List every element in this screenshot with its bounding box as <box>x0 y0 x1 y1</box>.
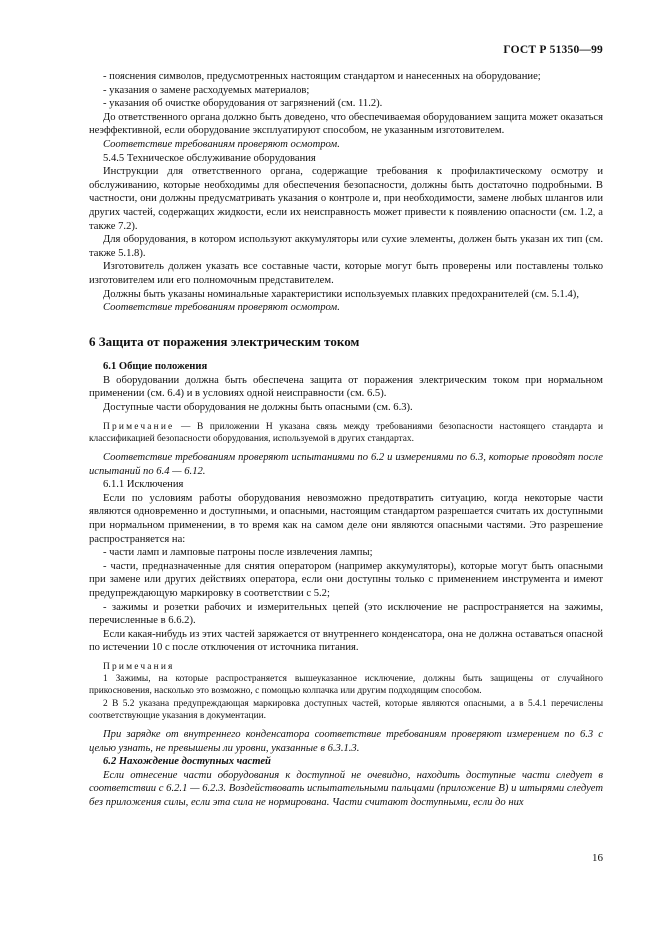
subsection-heading: 6.1 Общие положения <box>103 361 208 373</box>
paragraph: Если по условиям работы оборудования невозможно предотвратить ситуацию, когда некоторые части являются одновременно и доступными, и опасными, настоящим стандартом разрешается считать их доступными при нормальном применении, в то время как на самом деле они являются опасными частями. Это разрешение распространяется на: <box>89 492 603 545</box>
paragraph: Доступные части оборудования не должны быть опасными (см. 6.3). <box>103 402 413 414</box>
paragraph: Изготовитель должен указать все составные части, которые могут быть проверены или поставлены только изготовителем или его полномочным представителем. <box>89 261 603 286</box>
note-label: Примечание <box>103 421 175 432</box>
list-item: - пояснения символов, предусмотренных настоящим стандартом и нанесенных на оборудование; <box>103 71 541 82</box>
paragraph: До ответственного органа должно быть доведено, что обеспечиваемая оборудованием защита может оказаться неэффективной, если оборудование эксплуатируют способом, не указанным изготовителем. <box>89 111 603 137</box>
paragraph: Должны быть указаны номинальные характеристики используемых плавких предохранителей (см. 5.1.4), <box>103 288 579 300</box>
list-item: - зажимы и розетки рабочих и измерительных цепей (это исключение не распространяется на зажимы, перечисленные в 6.6.2). <box>89 601 603 627</box>
list-item: - части ламп и ламповые патроны после извлечения лампы; <box>103 547 373 559</box>
paragraph: Если какая-нибудь из этих частей заряжается от внутреннего конденсатора, она не должна оставаться опасной по истечении 10 с после отключения от источника питания. <box>89 628 603 654</box>
document-header: ГОСТ Р 51350—99 <box>503 44 603 56</box>
note <box>89 421 603 445</box>
compliance-note: Соответствие требованиям проверяют осмотром. <box>103 138 340 150</box>
list-item: - указания о замене расходуемых материалов; <box>103 84 310 96</box>
subsection-heading: 6.1.1 Исключения <box>103 479 184 491</box>
paragraph: Для оборудования, в котором используют аккумуляторы или сухие элементы, должен быть указан их тип (см. также 5.1.8). <box>89 234 603 259</box>
subsection-heading: 5.4.5 Техническое обслуживание оборудования <box>103 152 316 164</box>
compliance-note: При зарядке от внутреннего конденсатора соответствие требованиям проверяют измерением по 6.3 с целью узнать, не превышены ли уровни, указанные в 6.3.1.3. <box>89 728 603 754</box>
compliance-note: Соответствие требованиям проверяют испытаниями по 6.2 и измерениями по 6.3, которые проводят после испытаний по 6.4 — 6.12. <box>89 452 603 477</box>
page-body <box>89 70 603 810</box>
compliance-note: Соответствие требованиям проверяют осмотром. <box>103 302 340 314</box>
note: 2 В 5.2 указана предупреждающая маркировка доступных частей, которые являются опасными, а в 5.4.1 перечислены соответствующие указания в документации. <box>89 698 603 721</box>
note: 1 Зажимы, на которые распространяется вышеуказанное исключение, должны быть защищены от случайного прикосновения, насколько это возможно, с помощью колпачка или другим подходящим способом. <box>89 674 603 697</box>
list-item: - части, предназначенные для снятия оператором (например аккумуляторы), которые могут быть опасными при замене или других действиях оператора, если они доступны только с применением инструмента и имеют предупреждающую маркировку в соответствии с 5.2; <box>89 560 603 599</box>
list-item: - указания об очистке оборудования от загрязнений (см. 11.2). <box>103 98 383 110</box>
notes-label: Примечания <box>103 661 175 672</box>
section-heading: 6 Защита от поражения электрическим током <box>89 333 360 349</box>
paragraph: Инструкции для ответственного органа, содержащие требования к профилактическому осмотру и обслуживанию, которые необходимы для обеспечения безопасности, должны быть достаточно подробными. В частности, они должны предусматривать указания о контроле и, при необходимости, замене любых шлангов или других частей, содержащих жидкости, если их неисправность может привести к появлению опасности (см. 1.2, а также 7.2). <box>89 166 603 232</box>
note-text: — В приложении Н указана связь между требованиями безопасности настоящего стандарта и классификацией безопасности оборудования, используемой в других стандартах. <box>89 421 603 444</box>
paragraph: В оборудовании должна быть обеспечена защита от поражения электрическим током при нормальном применении (см. 6.4) и в условиях одной неисправности (см. 6.5). <box>89 374 603 400</box>
compliance-note: Если отнесение части оборудования к доступной не очевидно, находить доступные части следует в соответствии с 6.2.1 — 6.2.3. Воздействовать испытательными пальцами (приложение В) и штырями следует без приложения силы, если эта сила не нормирована. Части считают доступными, если до них <box>89 769 603 808</box>
page-number: 16 <box>592 852 603 864</box>
subsection-heading: 6.2 Нахождение доступных частей <box>103 756 271 768</box>
